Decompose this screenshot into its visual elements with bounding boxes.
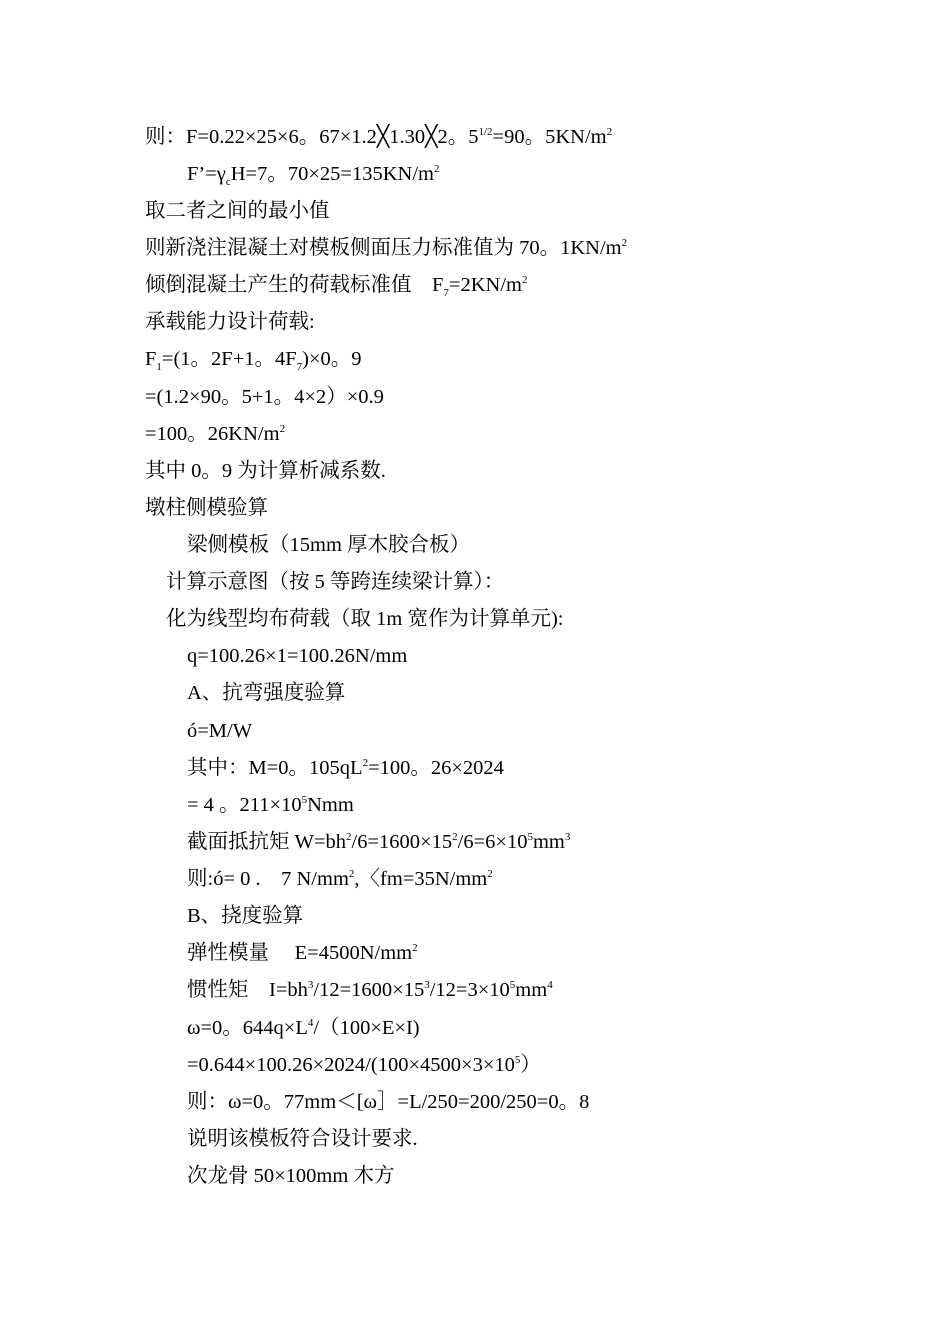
formula-line: 则:ó= 0 . 7 $N/mm^2$,〈$fm=35N/mm^2$ [187,868,493,890]
formula-line: $F_1=(1$。2F+1。$4F_7)\times 0$。9 [145,348,362,374]
section-heading: B、挠度验算 [187,905,304,927]
formula-line: q=100.26×1=100.26N/mm [187,645,408,667]
text-line: 化为线型均布荷载（取 1m 宽作为计算单元): [166,608,564,630]
formula-line: = 4 。$211\times 10^5Nmm$ [187,794,354,816]
text-line: 倾倒混凝土产生的荷载标准值 $F_7=2KN/m^2$ [145,274,528,300]
formula-line: 则：ω=0。77mm＜[ω］=L/250=200/250=0。8 [187,1091,590,1113]
formula-line: ó=M/W [187,720,253,742]
formula-line: 惯性矩 $I=bh^3/12=1600\times 15^3/12=3\times 10^5mm^4$ [187,979,553,1001]
formula-line: =100。$26KN/m^2$ [145,423,286,445]
section-heading: 梁侧模板（15mm 厚木胶合板） [187,534,471,556]
text-line: 说明该模板符合设计要求. [187,1128,418,1150]
formula-line: 其中：M=0。$105qL^2=100$。26×2024 [187,757,504,779]
text-line: 取二者之间的最小值 [145,200,330,222]
text-line: 次龙骨 50×100mm 木方 [187,1165,395,1187]
formula-line: $=0.644\times 100.26\times 2024/(100\times 4500\times 3\times 10^5)$ [187,1054,541,1076]
formula-line: =(1.2×90。5+1。4×2）×0.9 [145,386,384,408]
formula-line: $F’=\gamma_cH=7$。$70\times 25=135KN/m^2$ [187,163,440,189]
section-heading: 墩柱侧模验算 [145,497,268,519]
formula-line: 截面抵抗矩 $W=bh^2/6=1600\times 15^2/6=6\times 10^5mm^3$ [187,831,571,853]
text-line: 则新浇注混凝土对模板侧面压力标准值为 70。$1KN/m^2$ [145,237,628,259]
section-heading: A、抗弯强度验算 [187,682,346,704]
text-line: 计算示意图（按 5 等跨连续梁计算）： [166,571,505,593]
formula-line: 则：F=0.22×25×6。67×1.2╳1.30╳2。$5^{1/2}=90$。$5KN/m^2$ [145,126,613,148]
text-line: 承载能力设计荷载: [145,311,315,333]
formula-line: 弹性模量 $E=4500N/mm^2$ [187,942,418,964]
text-line: 其中 0。9 为计算析减系数. [145,460,386,482]
formula-line: ω=0。$644q\times L^4/(100\times E\times I)$ [187,1017,420,1039]
